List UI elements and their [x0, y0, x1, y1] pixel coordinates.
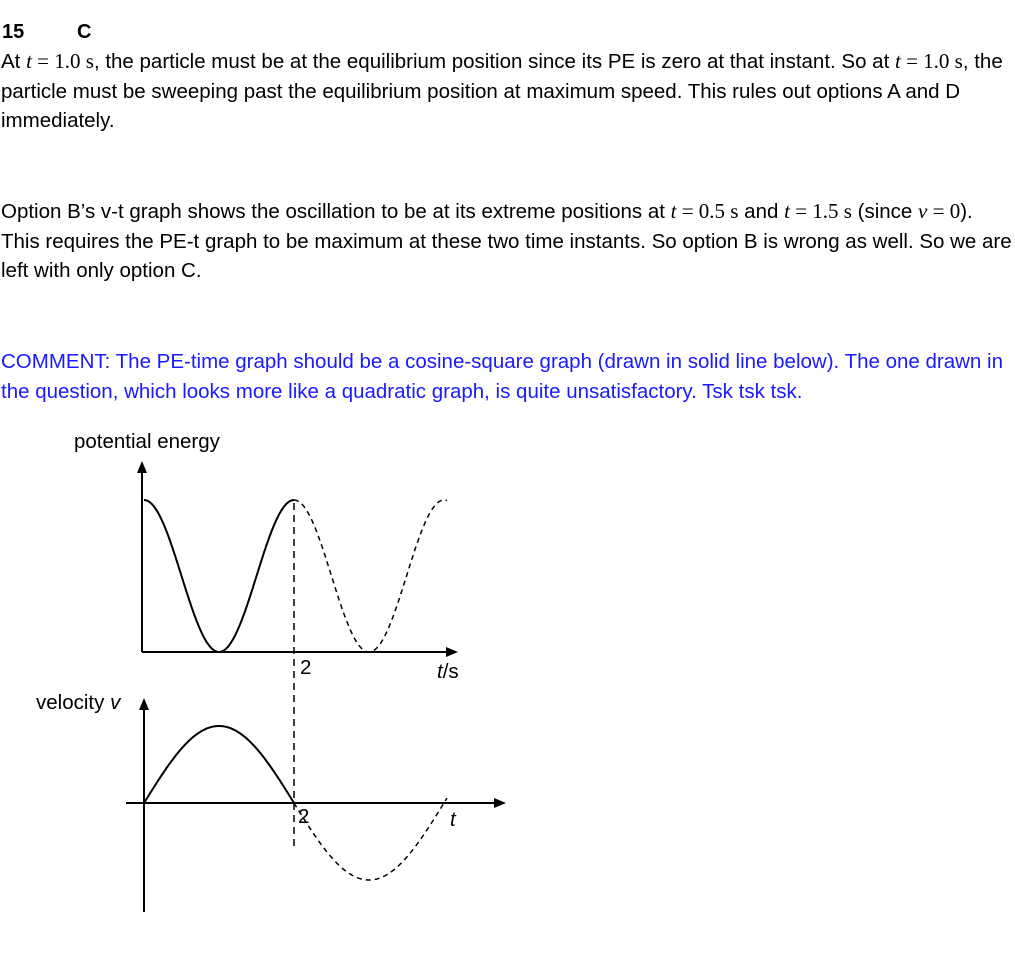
- text-segment: At: [1, 50, 27, 73]
- pe-dashed-curve: [294, 500, 447, 652]
- pe-x-axis-arrow: [446, 647, 458, 657]
- math-value: = 0: [927, 199, 961, 223]
- velocity-x-axis-arrow: [494, 798, 506, 808]
- pe-solid-curve: [144, 500, 294, 652]
- question-heading: [2, 20, 91, 44]
- text-segment: ). This requires the PE-t graph to be maximum at these two time instants. So option B is wrong as well. So we are left with only option C.: [1, 200, 1012, 282]
- math-var-t: t: [26, 49, 32, 73]
- paragraph-option-b: [1, 197, 1015, 286]
- velocity-y-axis-arrow: [139, 698, 149, 710]
- velocity-dashed-curve: [294, 798, 447, 880]
- velocity-var: v: [110, 691, 121, 714]
- question-number: 15: [2, 21, 25, 43]
- velocity-solid-curve: [144, 726, 294, 803]
- pe-time-axis-label: [437, 660, 459, 684]
- paragraph-equilibrium: [1, 47, 1015, 136]
- math-value: = 1.5 s: [789, 199, 852, 223]
- math-value: = 1.0 s: [900, 49, 963, 73]
- velocity-word: velocity: [36, 691, 111, 714]
- time-unit: /s: [442, 660, 459, 683]
- answer-letter: C: [77, 21, 92, 43]
- math-var-t: t: [784, 199, 790, 223]
- math-var-v: v: [918, 199, 928, 223]
- comment-paragraph: COMMENT: The PE-time graph should be a cosine-square graph (drawn in solid line below). The one drawn in the question, which looks more like a quadratic graph, is quite unsatisfactory. Tsk tsk tsk.: [1, 350, 1003, 403]
- velocity-time-axis-label: t: [450, 808, 456, 831]
- math-value: = 0.5 s: [676, 199, 739, 223]
- text-segment: , the particle must be at the equilibrium position since its PE is zero at that instant. So at: [93, 50, 895, 73]
- math-var-t: t: [670, 199, 677, 223]
- velocity-tick-label: 2: [298, 805, 310, 828]
- text-segment: , the particle must be sweeping past the equilibrium position at maximum speed. This rules out options A and D immediately.: [1, 50, 1003, 132]
- pe-tick-label: 2: [300, 656, 312, 679]
- pe-axis-label: potential energy: [74, 430, 220, 453]
- math-value: = 1.0 s: [31, 49, 94, 73]
- time-var: t: [437, 660, 443, 683]
- pe-y-axis-arrow: [137, 461, 147, 473]
- math-var-t: t: [894, 49, 901, 73]
- text-segment: (since: [851, 200, 919, 223]
- text-segment: and: [738, 200, 785, 223]
- velocity-axis-label: [36, 691, 120, 715]
- text-segment: Option B’s v-t graph shows the oscillation to be at its extreme positions at: [1, 200, 671, 223]
